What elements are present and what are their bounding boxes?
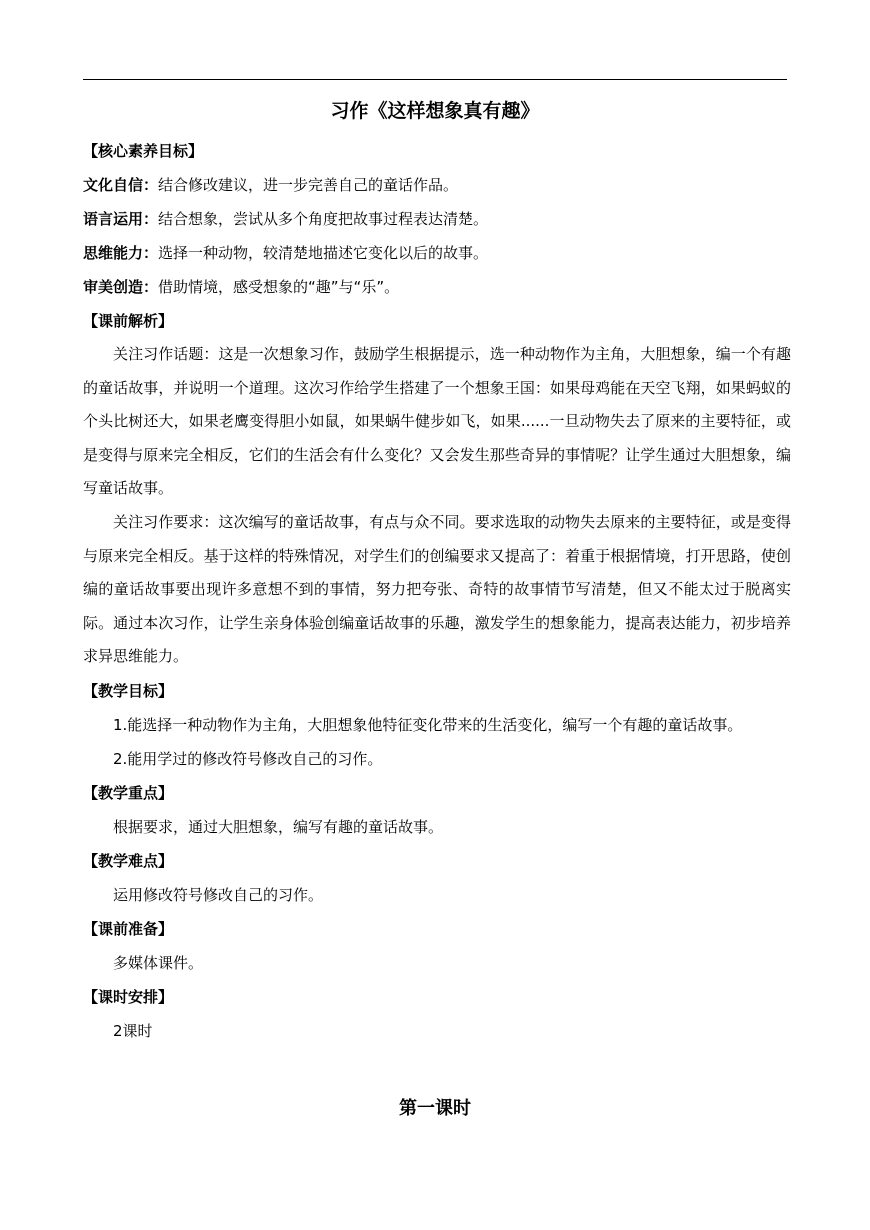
section-heading-pre-analysis: 【课前解析】: [83, 312, 174, 330]
teaching-goal-item: 2.能用学过的修改符号修改自己的习作。: [113, 749, 383, 768]
core-goal-label: 文化自信：: [83, 176, 159, 194]
section-heading-key-points: 【教学重点】: [83, 783, 174, 802]
core-goal-text: 借助情境，感受想象的“趣”与“乐”。: [158, 278, 400, 296]
section-heading-preparation: 【课前准备】: [83, 919, 174, 938]
preparation-text: 多媒体课件。: [113, 953, 204, 972]
teaching-goal-item: 1.能选择一种动物作为主角，大胆想象他特征变化带来的生活变化，编写一个有趣的童话故事。: [113, 715, 743, 734]
analysis-paragraph-topic: 关注习作话题：这是一次想象习作，鼓励学生根据提示，选一种动物作为主角，大胆想象，编一个有趣的童话故事，并说明一个道理。这次习作给学生搭建了一个想象王国：如果母鸡能在天空飞翔，如果蚂蚁的个头比树还大，如果老鹰变得胆小如鼠，如果蜗牛健步如飞，如果......一旦动物失去了原来的主要特征，或是变得与原来完全相反，它们的生活会有什么变化？又会发生那些奇异的事情呢？让学生通过大胆想象，编写童话故事。: [83, 345, 791, 498]
lesson-heading: 第一课时: [399, 1098, 471, 1119]
section-heading-schedule: 【课时安排】: [83, 987, 174, 1006]
section-heading-difficulties: 【教学难点】: [83, 851, 174, 870]
core-goal-label: 思维能力：: [83, 244, 159, 262]
analysis-paragraph-requirements: 关注习作要求：这次编写的童话故事，有点与众不同。要求选取的动物失去原来的主要特征，或是变得与原来完全相反。基于这样的特殊情况，对学生们的创编要求又提高了：着重于根据情境，打开思路，使创编的童话故事要出现许多意想不到的事情，努力把夸张、奇特的故事情节写清楚，但又不能太过于脱离实际。通过本次习作，让学生亲身体验创编童话故事的乐趣，激发学生的想象能力，提高表达能力，初步培养求异思维能力。: [83, 512, 791, 666]
key-points-text: 根据要求，通过大胆想象，编写有趣的童话故事。: [113, 817, 444, 836]
core-goal-item: [83, 202, 791, 236]
difficulties-text: 运用修改符号修改自己的习作。: [113, 885, 324, 904]
core-goal-text: 选择一种动物，较清楚地描述它变化以后的故事。: [158, 244, 489, 262]
core-goal-text: 结合修改建议，进一步完善自己的童话作品。: [158, 176, 459, 194]
document-body: [83, 134, 791, 1048]
core-goal-label: 审美创造：: [83, 278, 159, 296]
core-goal-item: [83, 236, 791, 270]
core-goal-item: [83, 270, 791, 304]
core-goal-label: 语言运用：: [83, 210, 159, 228]
document-title: 习作《这样想象真有趣》: [330, 100, 540, 122]
section-heading-core-goals: 【核心素养目标】: [83, 142, 204, 160]
core-goal-text: 结合想象，尝试从多个角度把故事过程表达清楚。: [158, 210, 489, 228]
section-heading-teaching-goals: 【教学目标】: [83, 681, 174, 700]
header-rule: [83, 79, 787, 80]
core-goal-item: [83, 168, 791, 202]
schedule-text: 2课时: [113, 1021, 153, 1040]
